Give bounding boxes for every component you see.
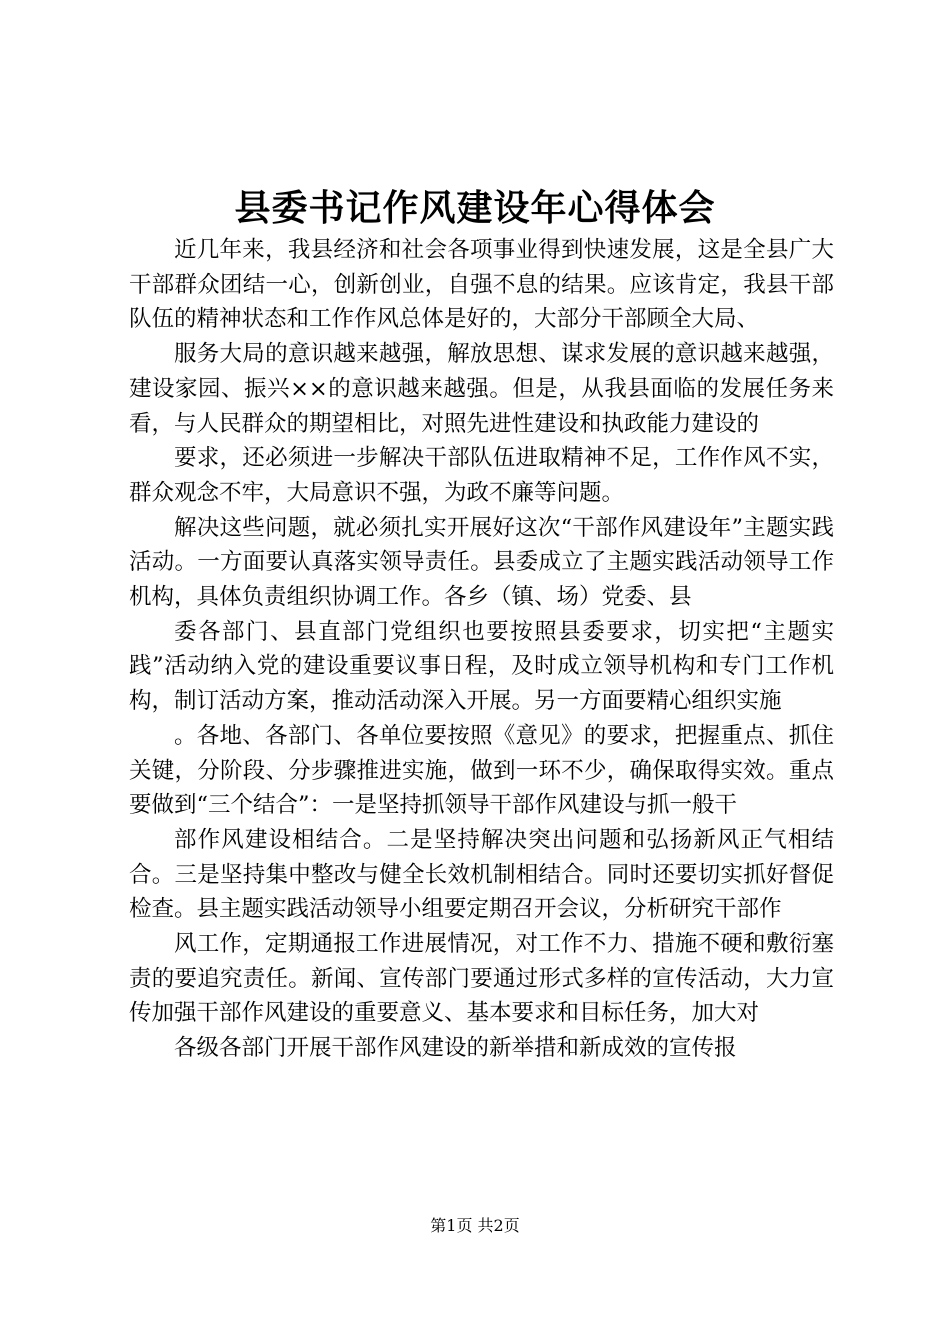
- paragraph-9: 各级各部门开展干部作风建设的新举措和新成效的宣传报: [174, 1035, 737, 1062]
- paragraph-3: 要求，还必须进一步解决干部队伍进取精神不足，工作作风不实，群众观念不牢，大局意识不强，为政不廉等问题。: [129, 445, 834, 506]
- document-title: 县委书记作风建设年心得体会: [234, 187, 716, 229]
- paragraph-6: 。各地、各部门、各单位要按照《意见》的要求，把握重点、抓住关键，分阶段、分步骤推进实施，做到一环不少，确保取得实效。重点要做到“三个结合”：一是坚持抓领导干部作风建设与抓一般干: [129, 722, 834, 819]
- paragraph-5: 委各部门、县直部门党组织也要按照县委要求，切实把“主题实践”活动纳入党的建设重要议事日程，及时成立领导机构和专门工作机构，制订活动方案，推动活动深入开展。另一方面要精心组织实施: [129, 618, 834, 715]
- paragraph-8: 风工作，定期通报工作进展情况，对工作不力、措施不硬和敷衍塞责的要追究责任。新闻、宣传部门要通过形式多样的宣传活动，大力宣传加强干部作风建设的重要意义、基本要求和目标任务，加大对: [129, 931, 834, 1027]
- paragraph-4: 解决这些问题，就必须扎实开展好这次“干部作风建设年”主题实践活动。一方面要认真落实领导责任。县委成立了主题实践活动领导工作机构，具体负责组织协调工作。各乡（镇、场）党委、县: [129, 514, 834, 611]
- paragraph-7: 部作风建设相结合。二是坚持解决突出问题和弘扬新风正气相结合。三是坚持集中整改与健全长效机制相结合。同时还要切实抓好督促检查。县主题实践活动领导小组要定期召开会议，分析研究干部作: [129, 826, 834, 923]
- page-indicator: 第1页 共2页: [430, 1216, 520, 1235]
- paragraph-2: 服务大局的意识越来越强，解放思想、谋求发展的意识越来越强，建设家园、振兴××的意识越来越强。但是，从我县面临的发展任务来看，与人民群众的期望相比，对照先进性建设和执政能力建设的: [129, 341, 834, 437]
- paragraph-1: 近几年来，我县经济和社会各项事业得到快速发展，这是全县广大干部群众团结一心，创新创业，自强不息的结果。应该肯定，我县干部队伍的精神状态和工作作风总体是好的，大部分干部顾全大局、: [129, 237, 834, 333]
- document-body: [129, 233, 834, 1066]
